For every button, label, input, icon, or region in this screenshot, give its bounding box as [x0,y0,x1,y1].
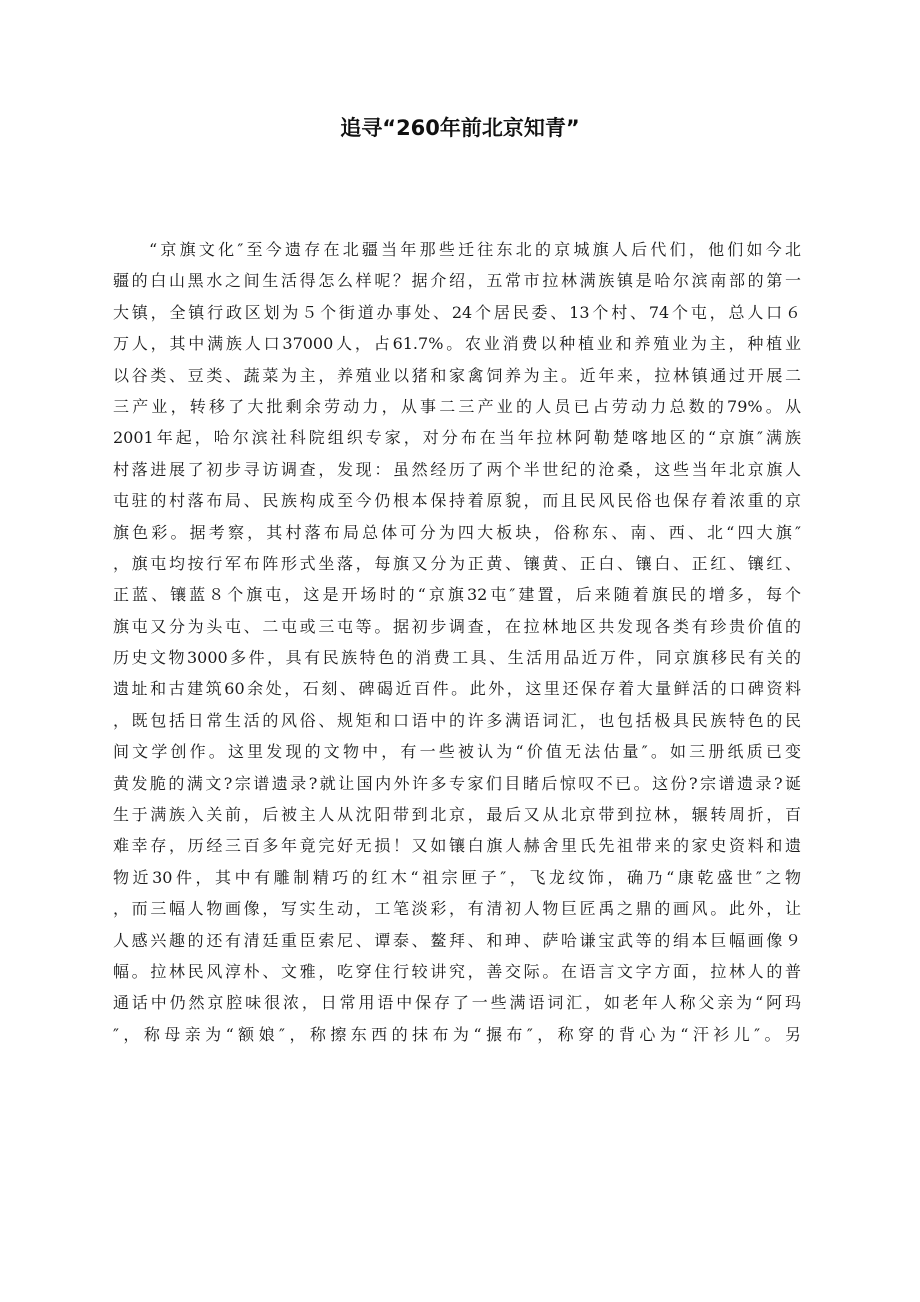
paragraph-line: ″，称母亲为“额娘″，称擦东西的抹布为“搌布″，称穿的背心为“汗衫儿″。另 [113,1024,801,1044]
paragraph-line: 万人，其中满族人口37000人，占61.7%。农业消费以种植业和养殖业为主，种植业 [113,334,801,354]
article-body [113,234,801,1050]
paragraph-line: 大镇，全镇行政区划为５个街道办事处、24个居民委、13个村、74个屯，总人口６ [113,302,801,322]
paragraph-line: 疆的白山黑水之间生活得怎么样呢？据介绍，五常市拉林满族镇是哈尔滨南部的第一 [113,271,801,291]
paragraph-line: 间文学创作。这里发现的文物中，有一些被认为“价值无法估量″。如三册纸质已变 [113,742,801,762]
paragraph-line: 屯驻的村落布局、民族构成至今仍根本保持着原貌，而且民风民俗也保存着浓重的京 [113,491,801,511]
paragraph-line: 正蓝、镶蓝８个旗屯，这是开场时的“京旗32屯″建置，后来随着旗民的增多，每个 [113,585,801,605]
paragraph-line: 物近30件，其中有雕制精巧的红木“祖宗匣子″，飞龙纹饰，确乃“康乾盛世″之物 [113,867,801,887]
paragraph-line: 黄发脆的满文?宗谱遗录?就让国内外许多专家们目睹后惊叹不已。这份?宗谱遗录?诞 [113,773,801,793]
paragraph-line: 幅。拉林民风淳朴、文雅，吃穿住行较讲究，善交际。在语言文字方面，拉林人的普 [113,961,801,981]
paragraph-line: 村落进展了初步寻访调查，发现：虽然经历了两个半世纪的沧桑，这些当年北京旗人 [113,459,801,479]
paragraph-line: ，而三幅人物画像，写实生动，工笔淡彩，有清初人物巨匠禹之鼎的画风。此外，让 [113,899,801,919]
paragraph-line: ，既包括日常生活的风俗、规矩和口语中的许多满语词汇，也包括极具民族特色的民 [113,710,801,730]
paragraph-line: 旗屯又分为头屯、二屯或三屯等。据初步调查，在拉林地区共发现各类有珍贵价值的 [113,616,801,636]
paragraph-line: 人感兴趣的还有清廷重臣索尼、谭泰、鳌拜、和珅、萨哈谦宝武等的绢本巨幅画像９ [113,930,801,950]
paragraph-line: 以谷类、豆类、蔬菜为主，养殖业以猪和家禽饲养为主。近年来，拉林镇通过开展二 [113,365,801,385]
paragraph-line: 三产业，转移了大批剩余劳动力，从事二三产业的人员已占劳动力总数的79%。从 [113,396,801,416]
paragraph-line: 2001年起，哈尔滨社科院组织专家，对分布在当年拉林阿勒楚喀地区的“京旗″满族 [113,428,801,448]
paragraph-line: 旗色彩。据考察，其村落布局总体可分为四大板块，俗称东、南、西、北“四大旗″ [113,522,801,542]
paragraph-line: 通话中仍然京腔味很浓，日常用语中保存了一些满语词汇，如老年人称父亲为“阿玛 [113,993,801,1013]
paragraph-line: 难幸存，历经三百多年竟完好无损！又如镶白旗人赫舍里氏先祖带来的家史资料和遗 [113,836,801,856]
paragraph-line: 生于满族入关前，后被主人从沈阳带到北京，最后又从北京带到拉林，辗转周折，百 [113,805,801,825]
paragraph-line: ，旗屯均按行军布阵形式坐落，每旗又分为正黄、镶黄、正白、镶白、正红、镶红、 [113,553,801,573]
paragraph-line: 遗址和古建筑60余处，石刻、碑碣近百件。此外，这里还保存着大量鲜活的口碑资料 [113,679,801,699]
document-title: 追寻“260年前北京知青” [340,116,580,140]
paragraph-line: 历史文物3000多件，具有民族特色的消费工具、生活用品近万件，同京旗移民有关的 [113,648,801,668]
paragraph-line: “京旗文化″至今遗存在北疆当年那些迁往东北的京城旗人后代们，他们如今北 [149,240,801,259]
